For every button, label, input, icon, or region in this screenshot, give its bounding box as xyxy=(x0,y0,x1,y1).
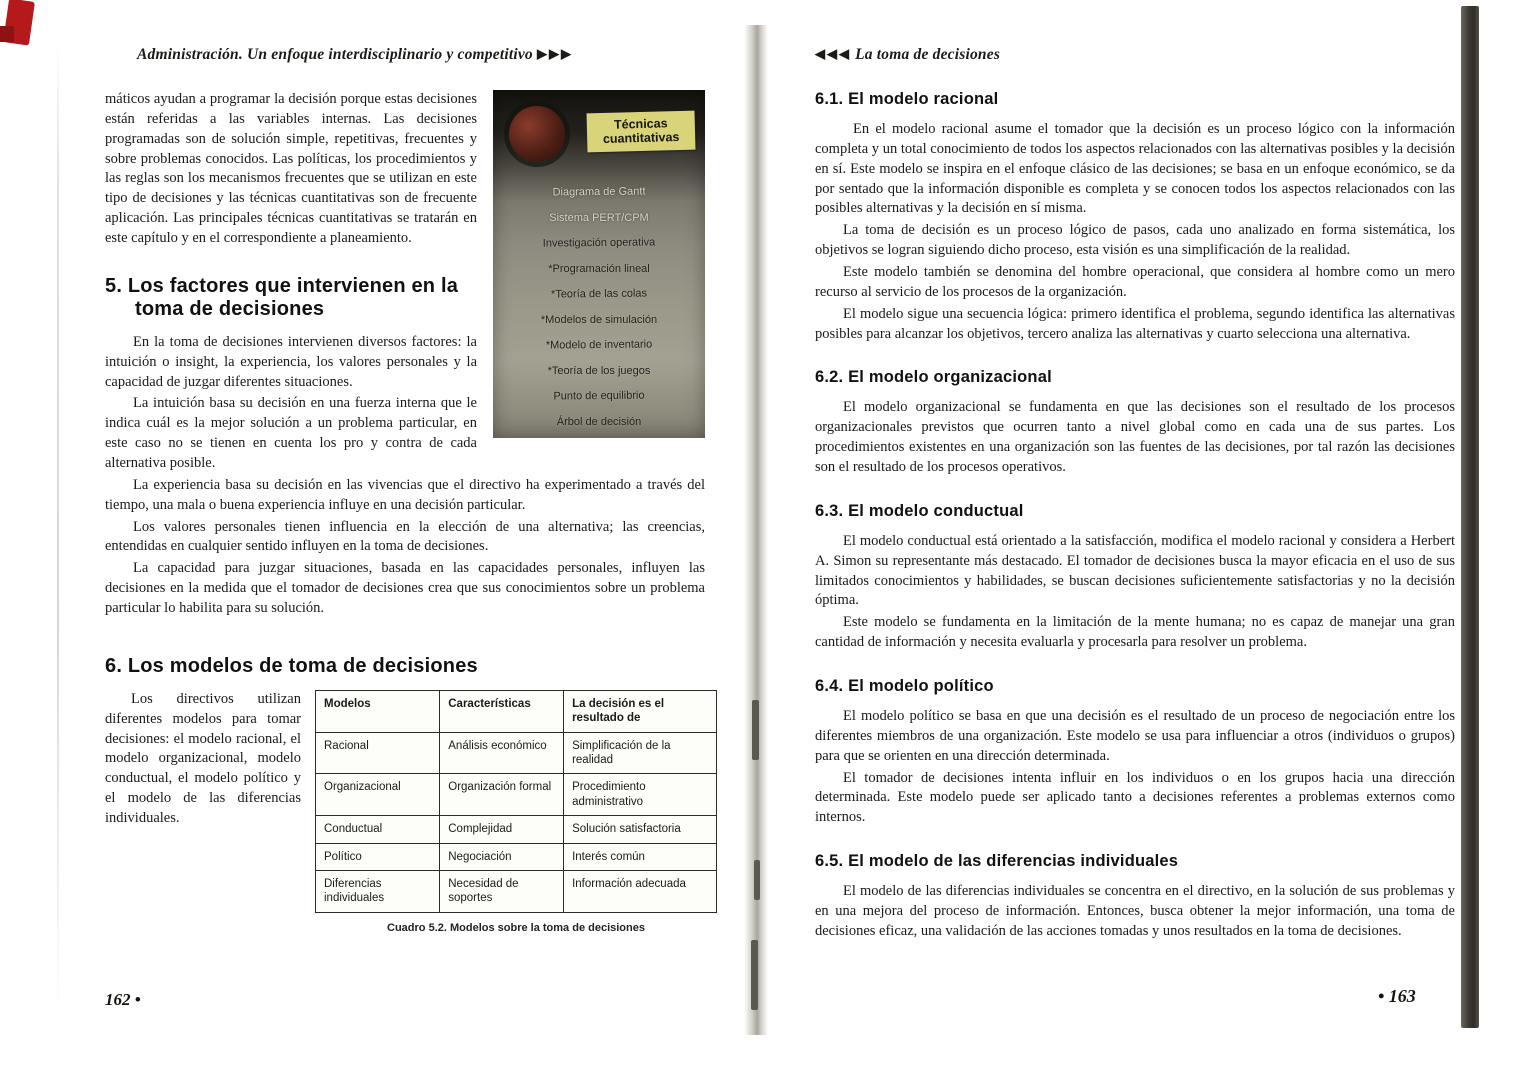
section-6-4-paragraph: El modelo político se basa en que una decisión es el resultado de un proceso de negociación entre los diferentes miembros de una organización. Este modelo se usa para influenciar a otros (individuos o grupos) para que se orienten en una dirección determinada. xyxy=(815,708,1455,764)
section-6-3 xyxy=(815,502,1455,653)
table-cell: Conductual xyxy=(316,816,440,843)
table-cell: Político xyxy=(316,843,440,870)
back-arrows-icon: ◀◀◀ xyxy=(815,46,851,61)
figure-item-list xyxy=(493,186,705,441)
models-table-column xyxy=(315,690,717,934)
running-head-right xyxy=(815,46,1455,64)
section-6-1-paragraph: En el modelo racional asume el tomador que la decisión es un proceso lógico con la información completa y un total conocimiento de todos los aspectos relacionados con las alternativas posibles y la decisión en sí. Este modelo se inspira en el enfoque clásico de las decisiones; se basa en un enfoque económico, se da por sentado que la información disponible es completa y se conocen todos los aspectos relacionados con las posibles alternativas y la decisión en sí misma. xyxy=(815,121,1455,217)
models-table xyxy=(315,690,717,913)
section-5-heading: 5. Los factores que intervienen en la toma de decisiones xyxy=(105,274,459,320)
table-row xyxy=(316,774,717,816)
figure-item: *Modelo de inventario xyxy=(545,338,653,352)
section-6-1-paragraph: El modelo sigue una secuencia lógica: primero identifica el problema, segundo identifica las alternativas posibles para alcanzar los objetivos, tercero analiza las alternativas y cuarto selecciona una alternativa. xyxy=(815,305,1455,342)
figure-item: Investigación operativa xyxy=(542,236,656,250)
table-row xyxy=(316,816,717,843)
table-cell: Complejidad xyxy=(440,816,564,843)
gutter-smudge xyxy=(752,700,759,760)
page-left xyxy=(105,46,705,934)
section-6-5-paragraph: El modelo de las diferencias individuales se concentra en el directivo, en la solución de sus problemas y en una mejora del proceso de información. Entonces, busca obtener la mejor información, una toma de decisiones eficaz, una validación de las acciones tomadas y unos resultados en la toma de decisiones. xyxy=(815,883,1455,939)
page-fold-line xyxy=(57,40,59,1020)
section-6-heading: 6. Los modelos de toma de decisiones xyxy=(105,654,478,677)
table-row xyxy=(316,732,717,774)
page-number-left: 162 • xyxy=(105,990,141,1009)
figure-item: Punto de equilibrio xyxy=(553,389,645,403)
section-6-intro-paragraph: Los directivos utilizan diferentes modelos para tomar decisiones: el modelo racional, el modelo organizacional, modelo conductual, el modelo político y el modelo de las diferencias individuales. xyxy=(105,690,301,827)
section-6-3-heading: 6.3. El modelo conductual xyxy=(815,501,1024,520)
section-5-paragraph: La capacidad para juzgar situaciones, basada en las capacidades personales, influyen las decisiones en la medida que el tomador de decisiones crea que sus conocimientos sobre un problema particular lo habilita para su solución. xyxy=(105,560,705,617)
section-6-2-heading: 6.2. El modelo organizacional xyxy=(815,368,1052,387)
figure-item: *Modelos de simulación xyxy=(540,313,658,326)
section-5-paragraph: Los valores personales tienen influencia en la elección de una alternativa; las creencias, entendidas en cualquier sentido influyen en la toma de decisiones. xyxy=(105,518,705,555)
gutter-smudge xyxy=(751,940,758,1010)
section-6-1-heading: 6.1. El modelo racional xyxy=(815,90,999,108)
page-number-right: • 163 xyxy=(1378,986,1416,1006)
figure-item: Árbol de decisión xyxy=(556,415,642,428)
section-6-2-paragraph: El modelo organizacional se fundamenta en que las decisiones son el resultado de los procesos organizacionales previstos que ocurren tanto a nivel global como en cada una de sus partes. Los procedimientos existentes en una organización son las fuentes de las decisiones, por tal razón las decisiones son el resultado de los procesos operativos. xyxy=(815,399,1455,476)
left-page-body xyxy=(105,90,705,621)
table-cell: Procedimiento administrativo xyxy=(564,774,717,816)
section-6-5-heading: 6.5. El modelo de las diferencias individuales xyxy=(815,852,1179,871)
figure-title: Técnicas cuantitativas xyxy=(587,111,696,153)
figure-item: Diagrama de Gantt xyxy=(552,185,646,199)
section-5-paragraph: La experiencia basa su decisión en las vivencias que el directivo ha experimentado a través del tiempo, una mala o buena experiencia influye en una decisión particular. xyxy=(105,476,705,513)
table-cell: Negociación xyxy=(440,843,564,870)
table-cell: Organización formal xyxy=(440,774,564,816)
table-cell: Organizacional xyxy=(316,774,440,816)
scan-edge-strip xyxy=(1461,6,1479,1028)
figure-photo-icon xyxy=(509,106,565,162)
table-cell: Solución satisfactoria xyxy=(564,816,717,843)
gutter-smudge xyxy=(754,860,760,900)
models-intro-column xyxy=(105,690,301,934)
table-cell: Necesidad de soportes xyxy=(440,870,564,912)
table-row xyxy=(316,870,717,912)
table-cell: Interés común xyxy=(564,843,717,870)
running-head-left xyxy=(105,46,705,64)
section-6-2 xyxy=(815,368,1455,477)
red-corner-mark-2 xyxy=(0,26,14,42)
running-head-right-title: La toma de decisiones xyxy=(855,46,1001,63)
section-6-1 xyxy=(815,90,1455,344)
intro-paragraph: máticos ayudan a programar la decisión porque estas decisiones están referidas a las variables internas. Las decisiones programadas son de solución simple, repetitivas, frecuentes y sobre problemas conocidos. Las políticas, los procedimientos y las reglas son los mecanismos frecuentes que se utilizan en este tipo de decisiones y las técnicas cuantitativas son de frecuente aplicación. Las principales técnicas cuantitativas se tratarán en este capítulo y en el correspondiente a planeamiento. xyxy=(105,91,477,247)
table-header-cell: La decisión es el resultado de xyxy=(564,690,717,732)
section-5-paragraph: En la toma de decisiones intervienen diversos factores: la intuición o insight, la experiencia, los valores personales y la capacidad de juzgar diferentes situaciones. xyxy=(105,333,477,390)
section-5-paragraph: La intuición basa su decisión en una fuerza interna que le indica cuál es la mejor solución a un problema particular, en este caso no se tienen en cuenta los pro y contra de cada alternativa posible. xyxy=(105,395,477,472)
section-6-3-paragraph: El modelo conductual está orientado a la satisfacción, modifica el modelo racional y considera a Herbert A. Simon su representante más destacado. El tomador de decisiones busca la mayor eficacia en el uso de sus limitados conocimientos y habilidades, se buscan decisiones suficientemente satisfactorias y no la decisión óptima. xyxy=(815,532,1455,609)
section-6-4 xyxy=(815,677,1455,828)
table-row xyxy=(316,843,717,870)
forward-arrows-icon: ▶▶▶ xyxy=(536,46,573,61)
running-head-left-title: Administración. Un enfoque interdisciplinario y competitivo xyxy=(137,46,533,63)
figure-item: *Programación lineal xyxy=(548,262,650,275)
section-6-4-heading: 6.4. El modelo político xyxy=(815,677,994,696)
table-header-cell: Características xyxy=(440,690,564,732)
table-caption: Cuadro 5.2. Modelos sobre la toma de decisiones xyxy=(387,921,645,934)
figure-item: *Teoría de las colas xyxy=(550,287,648,301)
figure-item: *Teoría de los juegos xyxy=(547,364,651,377)
models-section xyxy=(105,690,705,934)
table-header-row xyxy=(316,690,717,732)
section-6-1-paragraph: La toma de decisión es un proceso lógico de pasos, cada uno analizado en forma sistemática, los objetivos se logran siguiendo dicho proceso, esta visión es una simplificación de la realidad. xyxy=(815,222,1455,259)
quantitative-techniques-figure xyxy=(493,90,705,438)
section-6-3-paragraph: Este modelo se fundamenta en la limitación de la mente humana; no es capaz de manejar una gran cantidad de información y necesita evaluarla y procesarla para resolver un problema. xyxy=(815,614,1455,651)
page-right xyxy=(815,46,1455,948)
section-6-4-paragraph: El tomador de decisiones intenta influir en los individuos o en los grupos hacia una dirección determinada. Este modelo puede ser aplicado tanto a decisiones referentes a problemas externos como internos. xyxy=(815,769,1455,826)
table-header-cell: Modelos xyxy=(316,690,440,732)
table-cell: Racional xyxy=(316,732,440,774)
table-cell: Diferencias individuales xyxy=(316,870,440,912)
section-6-5 xyxy=(815,852,1455,942)
figure-item: Sistema PERT/CPM xyxy=(549,211,649,224)
table-cell: Simplificación de la realidad xyxy=(564,732,717,774)
table-cell: Información adecuada xyxy=(564,870,717,912)
table-cell: Análisis económico xyxy=(440,732,564,774)
section-6-1-paragraph: Este modelo también se denomina del hombre operacional, que considera al hombre como un mero recurso al servicio de los procesos de la organización. xyxy=(815,264,1455,300)
